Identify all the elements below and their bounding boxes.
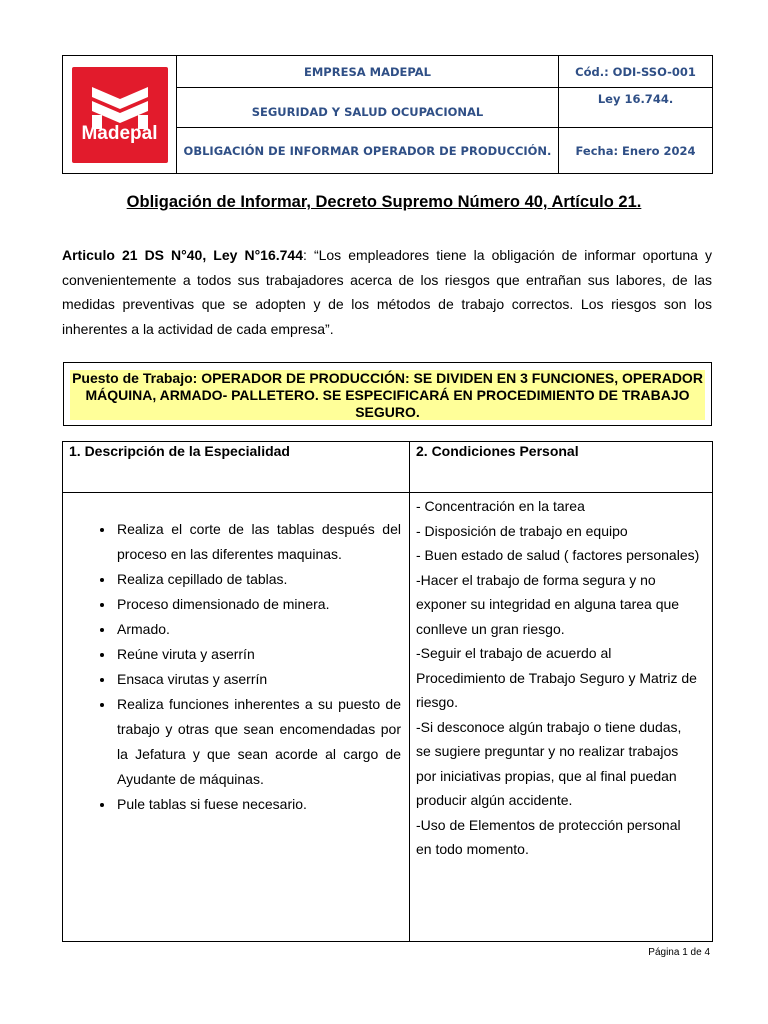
list-item: • Realiza cepillado de tablas. [115, 567, 401, 592]
list-item: -Hacer el trabajo de forma segura y no exponer su integridad en alguna tarea que conlleve un gran riesgo. [416, 571, 680, 637]
document-code: Cód.: ODI-SSO-001 [559, 56, 713, 88]
list-item: • Ensaca virutas y aserrín [115, 667, 401, 692]
list-item: -Uso de Elementos de protección personal en todo momento. [416, 816, 681, 857]
intro-reference: Articulo 21 DS N°40, Ley N°16.744 [62, 247, 303, 263]
descripcion-cell [63, 493, 410, 942]
col-header-descripcion: 1. Descripción de la Especialidad [63, 442, 410, 493]
descripcion-list [63, 493, 409, 817]
intro-paragraph [62, 243, 712, 341]
condiciones-cell [410, 493, 713, 942]
col-header-condiciones: 2. Condiciones Personal [410, 442, 713, 493]
list-item: -Seguir el trabajo de acuerdo al Procedimiento de Trabajo Seguro y Matriz de riesgo. [416, 645, 697, 710]
document-header [62, 55, 713, 174]
logo-cell [63, 56, 177, 174]
document-date: Fecha: Enero 2024 [559, 128, 713, 174]
list-item: -Si desconoce algún trabajo o tiene dudas, se sugiere preguntar y no realizar trabajos por iniciativas propias, que al final puedan producir algún accidente. [416, 718, 682, 808]
list-item: • Pule tablas si fuese necesario. [115, 792, 401, 817]
madepal-logo [72, 67, 168, 163]
page-title: Obligación de Informar, Decreto Supremo Número 40, Artículo 21. [126, 193, 642, 211]
list-item: • Realiza el corte de las tablas después del proceso en las diferentes maquinas. [115, 517, 401, 567]
law-reference: Ley 16.744. [559, 88, 713, 128]
list-item: - Concentración en la tarea [416, 498, 585, 514]
job-details-table [62, 441, 713, 942]
job-position-box [63, 362, 712, 426]
list-item: - Buen estado de salud ( factores personales) [416, 547, 700, 563]
logo-text: Madepal [81, 122, 158, 144]
list-item: - Disposición de trabajo en equipo [416, 522, 628, 539]
list-item: • Realiza funciones inherentes a su puesto de trabajo y otras que sean encomendadas por la Jefatura y que sean acorde al cargo de Ayudante de máquinas. [115, 692, 401, 792]
list-item: • Armado. [115, 617, 401, 642]
company-name: EMPRESA MADEPAL [177, 56, 559, 88]
intro-text: : “Los empleadores tiene la obligación de informar oportuna y convenientemente a todos sus trabajadores acerca de los riesgos que entrañan sus labores, de las medidas preventivas que se adopten y de los métodos de trabajo correctos. Los riesgos son los inherentes a la actividad de cada empresa”. [62, 247, 713, 337]
list-item: • Reúne viruta y aserrín [115, 642, 401, 667]
job-position-text: Puesto de Trabajo: OPERADOR DE PRODUCCIÓN: SE DIVIDEN EN 3 FUNCIONES, OPERADOR MÁQUINA, ARMADO- PALLETERO. SE ESPECIFICARÁ EN PROCEDIMIENTO DE TRABAJO SEGURO. [70, 370, 705, 420]
list-item: • Proceso dimensionado de minera. [115, 592, 401, 617]
page-number: Página 1 de 4 [648, 947, 710, 958]
document-name: OBLIGACIÓN DE INFORMAR OPERADOR DE PRODUCCIÓN. [177, 128, 559, 174]
area-name: SEGURIDAD Y SALUD OCUPACIONAL [177, 88, 559, 128]
